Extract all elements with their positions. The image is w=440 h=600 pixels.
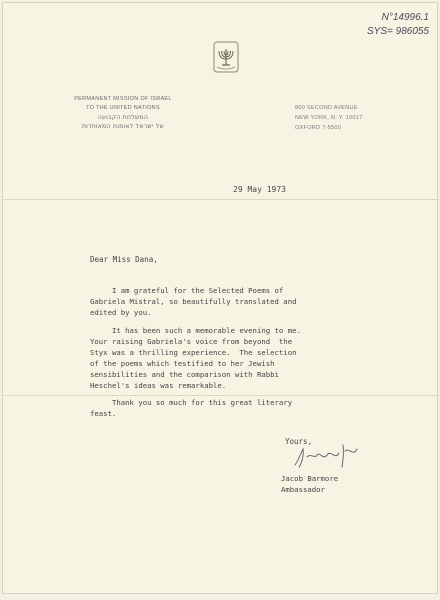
letter-paragraph: Thank you so much for this great literary feast.	[90, 398, 293, 418]
fold-line	[3, 199, 439, 200]
fold-line	[3, 395, 439, 396]
archive-system-number: SYS= 986055	[367, 26, 429, 37]
archive-number: N°14996.1	[381, 12, 429, 23]
handwritten-signature	[287, 435, 367, 471]
mission-address	[295, 103, 385, 133]
address-city: NEW YORK, N. Y. 10017	[295, 115, 363, 121]
letter-closing: Yours,	[285, 437, 313, 446]
menorah-emblem-icon	[213, 41, 239, 73]
letter-paragraph: I am grateful for the Selected Poems of Gabriela Mistral, so beautifully translated and edited by you.	[90, 286, 297, 317]
mission-letterhead	[63, 95, 183, 131]
mission-subtitle-hebrew: של ישראל לאומות המאוחדות	[81, 123, 165, 130]
mission-subtitle: TO THE UNITED NATIONS	[86, 105, 160, 111]
signature-block	[281, 473, 338, 495]
letter-paragraph: It has been such a memorable evening to me. Your raising Gabriela's voice from beyond the Styx was a thrilling experience. The selection of the poems which testified to her Jewish sensibilities and the comparison with Rabbi Heschel's ideas was remarkable.	[90, 326, 301, 390]
salutation: Dear Miss Dana,	[90, 255, 158, 264]
mission-name: PERMANENT MISSION OF ISRAEL	[74, 96, 172, 102]
letter-date: 29 May 1973	[233, 185, 286, 194]
letter-page	[2, 2, 438, 594]
mission-name-hebrew: המשלחת הקבועה	[97, 114, 149, 121]
address-phone: OXFORD 7-5500	[295, 125, 342, 131]
signer-name: Jacob Barmore	[281, 474, 339, 483]
address-street: 800 SECOND AVENUE	[295, 105, 358, 111]
signer-title: Ambassador	[281, 485, 325, 494]
archive-annotation	[339, 11, 429, 39]
